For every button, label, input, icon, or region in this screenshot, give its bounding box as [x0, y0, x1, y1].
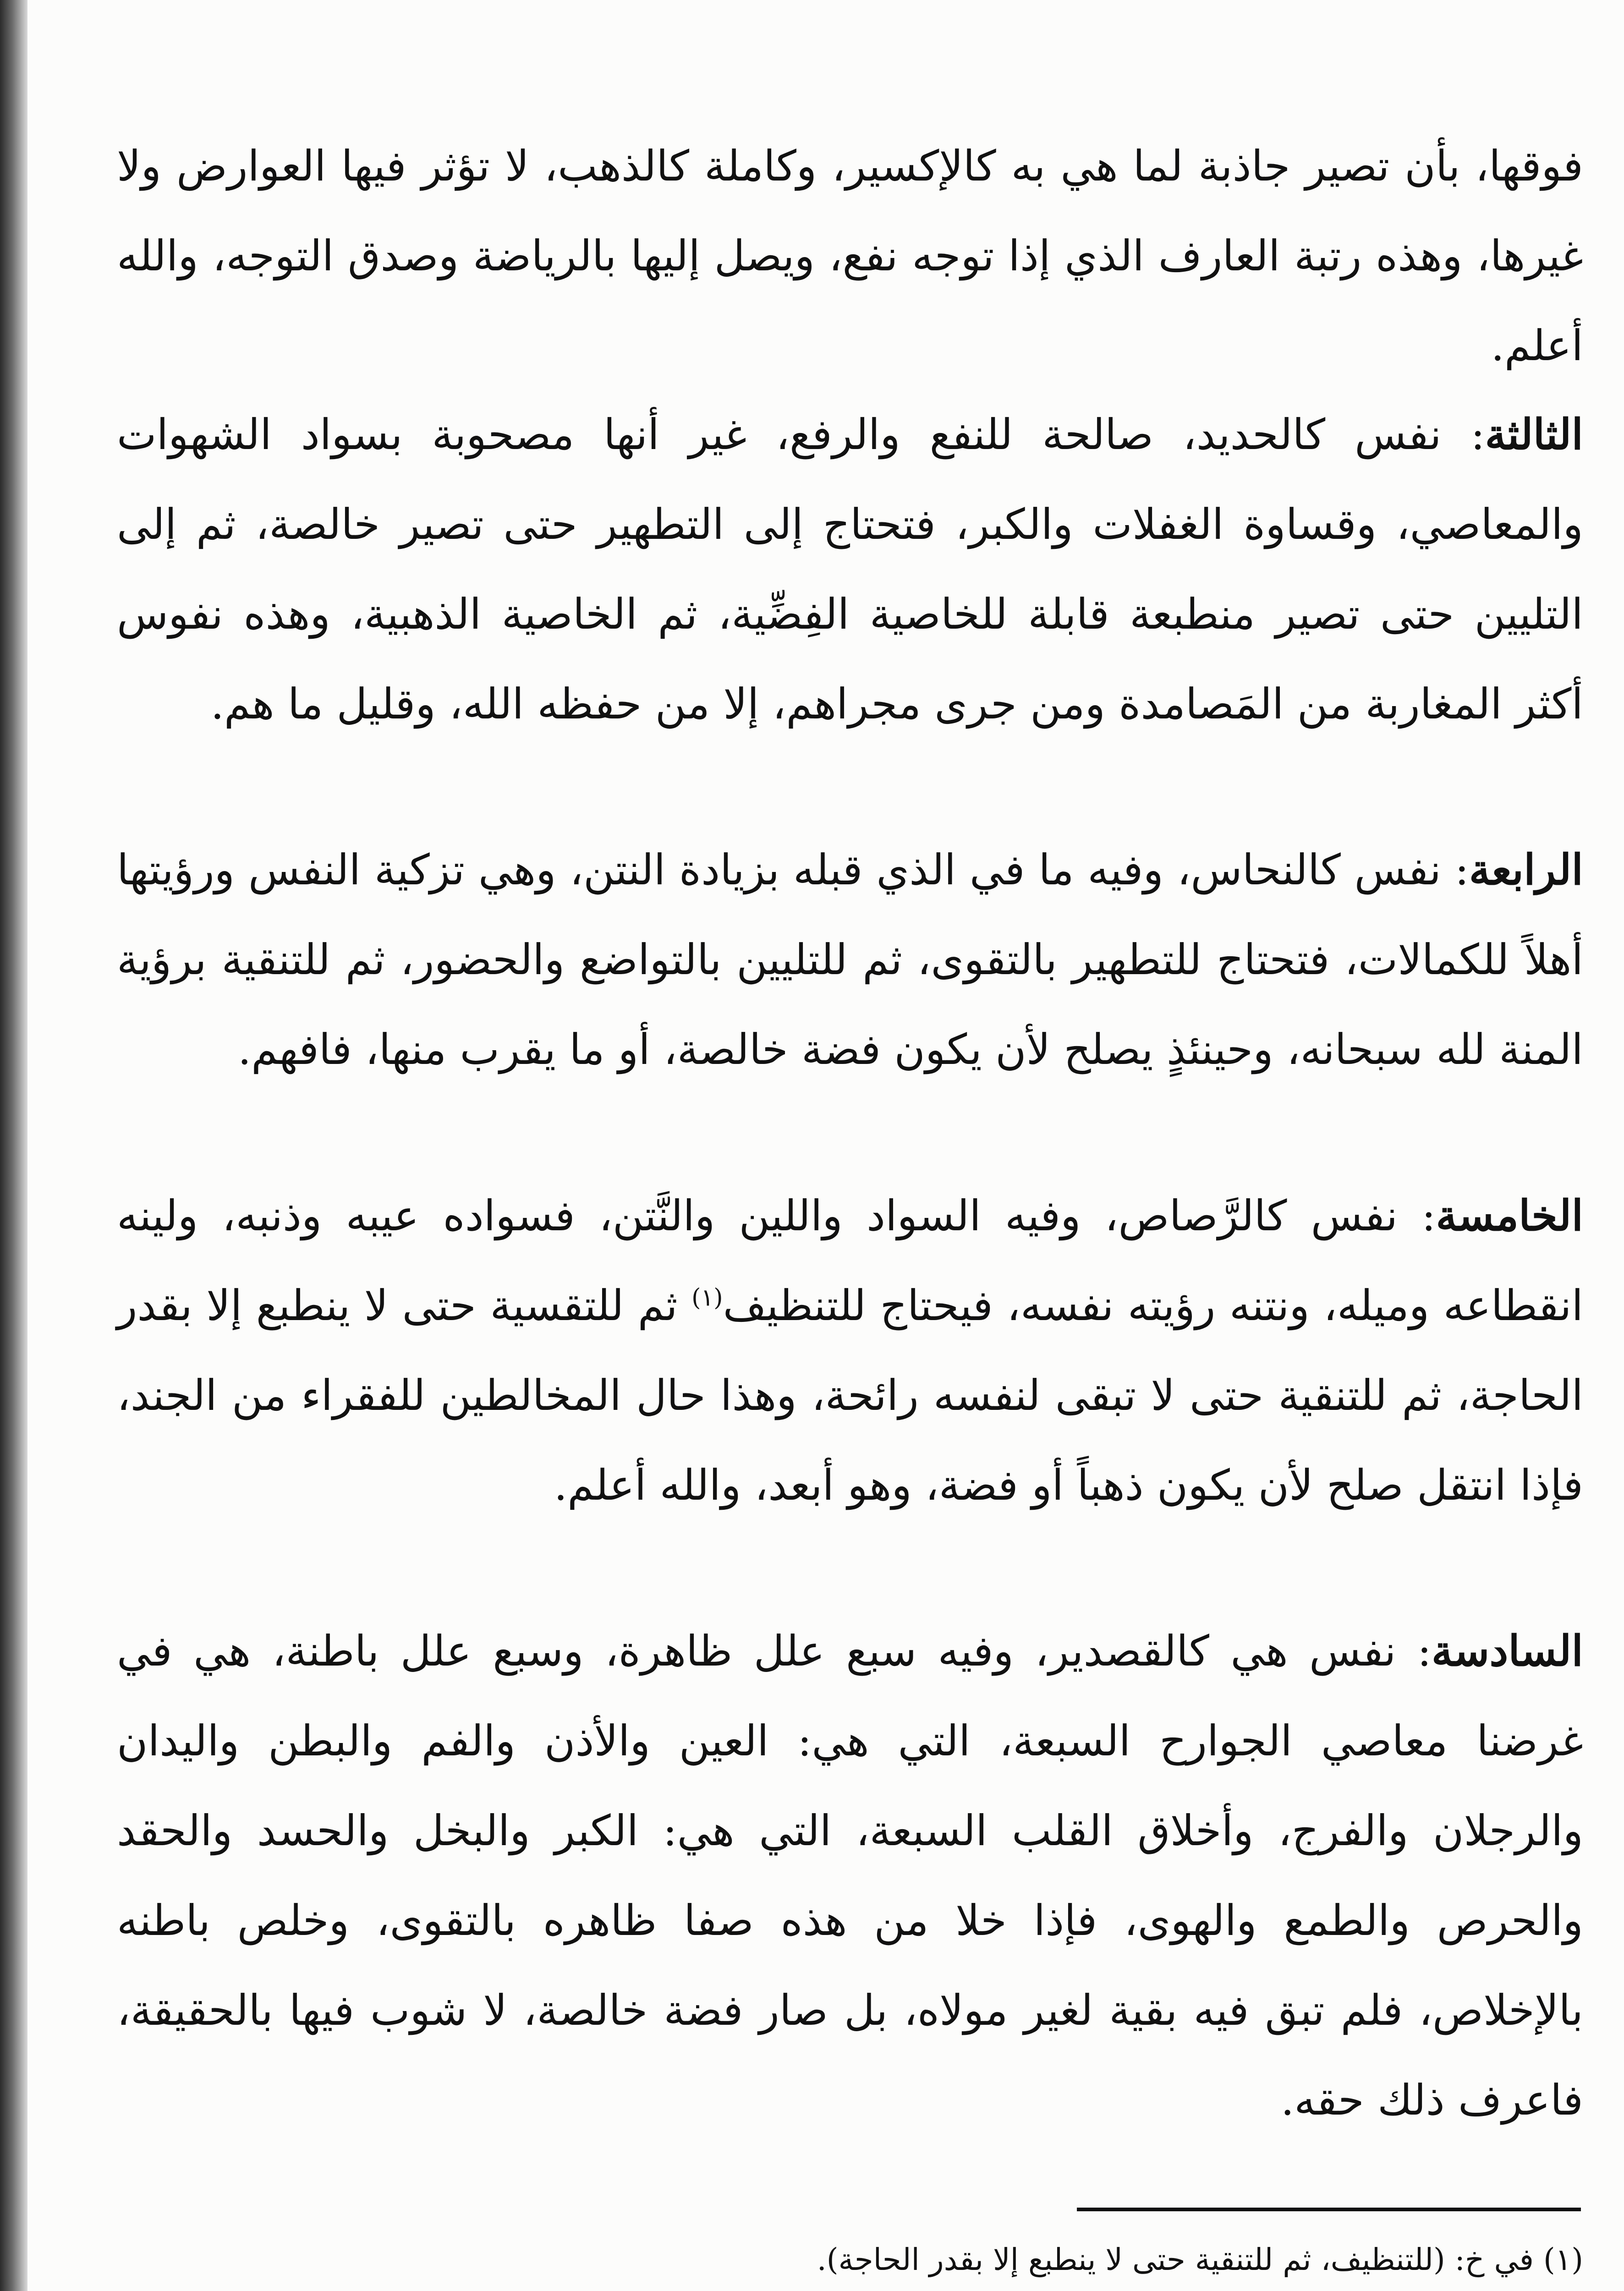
paragraph-body: فوقها، بأن تصير جاذبة لما هي به كالإكسير، وكاملة كالذهب، لا تؤثر فيها العوارض ولا غيرها، وهذه رتبة العارف الذي إذا توجه نفع، ويصل إليها بالرياضة وصدق التوجه، والله أعلم.: [117, 142, 1583, 370]
paragraph-continuation: [117, 121, 1583, 391]
paragraph-body: : نفس كالرَّصاص، وفيه السواد واللين والنَّتن، فسواده عيبه وذنبه، ولينه انقطاعه وميله، ونتنه رؤيته نفسه، فيحتاج للتنظيف: [117, 1191, 1584, 1330]
paragraph-fifth: [117, 1171, 1583, 1530]
book-binding-shadow: [0, 0, 27, 2291]
paragraph-fourth: [117, 825, 1583, 1095]
footnote-divider: [1077, 2208, 1581, 2211]
paragraph-heading: السادسة: [1431, 1626, 1583, 1676]
paragraph-third: [117, 389, 1583, 749]
paragraph-heading: الخامسة: [1436, 1191, 1583, 1240]
paragraph-heading: الرابعة: [1469, 845, 1583, 894]
paragraph-body: : نفس كالحديد، صالحة للنفع والرفع، غير أنها مصحوبة بسواد الشهوات والمعاصي، وقساوة الغفلات والكبر، فتحتاج إلى التطهير حتى تصير خالصة، ثم إلى التليين حتى تصير منطبعة قابلة للخاصية الفِضِّية، ثم الخاصية الذهبية، وهذه نفوس أكثر المغاربة من المَصامدة ومن جرى مجراهم، إلا من حفظه الله، وقليل ما هم.: [117, 410, 1583, 729]
paragraph-body: : نفس كالنحاس، وفيه ما في الذي قبله بزيادة النتن، وهي تزكية النفس ورؤيتها أهلاً للكمالات، فتحتاج للتطهير بالتقوى، ثم للتليين بالتواضع والحضور، ثم للتنقية برؤية المنة لله سبحانه، وحينئذٍ يصلح لأن يكون فضة خالصة، أو ما يقرب منها، فافهم.: [117, 845, 1583, 1074]
paragraph-heading: الثالثة: [1485, 410, 1583, 459]
paragraph-body-continued: ثم للتقسية حتى لا ينطبع إلا بقدر الحاجة، ثم للتنقية حتى لا تبقى لنفسه رائحة، وهذا حال المخالطين للفقراء من الجند، فإذا انتقل صلح لأن يكون ذهباً أو فضة، وهو أبعد، والله أعلم.: [117, 1281, 1583, 1510]
paragraph-sixth: [117, 1606, 1583, 2145]
footnote: [117, 2232, 1583, 2287]
footnote-reference[interactable]: (١): [691, 1284, 723, 1312]
footnote-text: (١) في خ: (للتنظيف، ثم للتنقية حتى لا ينطبع إلا بقدر الحاجة).: [817, 2242, 1583, 2277]
paragraph-body: : نفس هي كالقصدير، وفيه سبع علل ظاهرة، وسبع علل باطنة، هي في غرضنا معاصي الجوارح السبعة، التي هي: العين والأذن والفم والبطن واليدان والرجلان والفرج، وأخلاق القلب السبعة، التي هي: الكبر والبخل والحسد والحقد والحرص والطمع والهوى، فإذا خلا من هذه صفا ظاهره بالتقوى، وخلص باطنه بالإخلاص، فلم تبق فيه بقية لغير مولاه، بل صار فضة خالصة، لا شوب فيها بالحقيقة، فاعرف ذلك حقه.: [117, 1627, 1583, 2125]
